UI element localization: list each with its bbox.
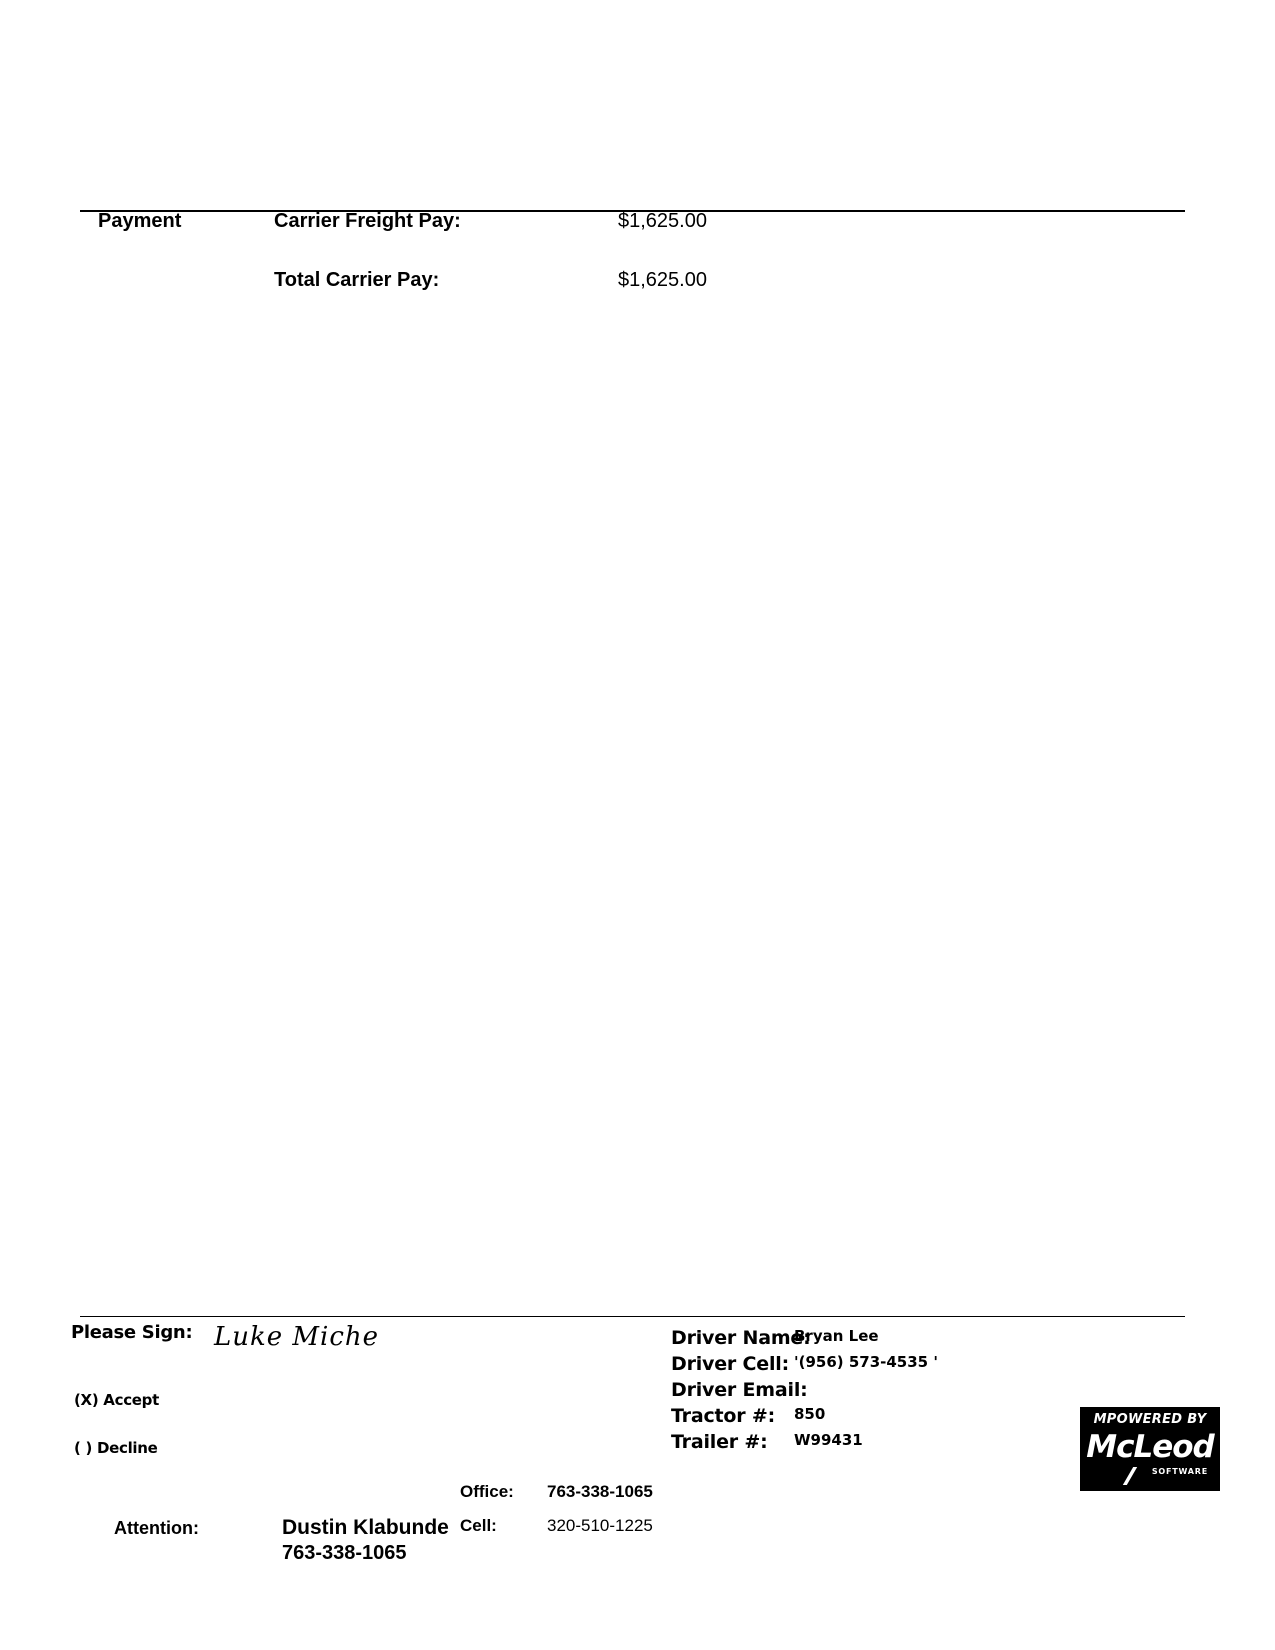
attention-name: Dustin Klabunde bbox=[282, 1516, 449, 1539]
logo-top-text: MPOWERED BY bbox=[1093, 1412, 1207, 1427]
accept-option: (X) Accept bbox=[74, 1391, 159, 1409]
attention-label: Attention: bbox=[114, 1518, 199, 1538]
please-sign-label: Please Sign: bbox=[71, 1322, 193, 1343]
cell-phone-value: 320-510-1225 bbox=[547, 1516, 653, 1535]
office-phone-value: 763-338-1065 bbox=[547, 1482, 653, 1501]
logo-slash-mark bbox=[1123, 1467, 1137, 1485]
tractor-number-label: Tractor #: bbox=[671, 1405, 775, 1427]
signature-top-rule bbox=[80, 1316, 1185, 1317]
driver-name-label: Driver Name: bbox=[671, 1327, 811, 1349]
driver-cell-label: Driver Cell: bbox=[671, 1353, 789, 1375]
payment-section-label: Payment bbox=[98, 210, 182, 232]
logo-brand-text: McLeod bbox=[1086, 1429, 1214, 1465]
driver-cell-value: '(956) 573-4535 ' bbox=[794, 1353, 938, 1371]
decline-option: ( ) Decline bbox=[74, 1439, 158, 1457]
mcleod-software-logo bbox=[1080, 1407, 1220, 1491]
total-carrier-pay-label: Total Carrier Pay: bbox=[274, 269, 440, 291]
trailer-number-label: Trailer #: bbox=[671, 1431, 768, 1453]
driver-name-value: Bryan Lee bbox=[794, 1327, 879, 1345]
carrier-freight-pay-value: $1,625.00 bbox=[618, 210, 707, 232]
office-label: Office: bbox=[460, 1482, 514, 1501]
signature: Luke Miche bbox=[214, 1322, 380, 1352]
cell-label: Cell: bbox=[460, 1516, 497, 1535]
driver-email-label: Driver Email: bbox=[671, 1379, 808, 1401]
total-carrier-pay-value: $1,625.00 bbox=[618, 269, 707, 291]
attention-phone: 763-338-1065 bbox=[282, 1542, 407, 1564]
trailer-number-value: W99431 bbox=[794, 1431, 863, 1449]
carrier-freight-pay-label: Carrier Freight Pay: bbox=[274, 210, 461, 232]
logo-sub-text: SOFTWARE bbox=[1151, 1467, 1208, 1476]
tractor-number-value: 850 bbox=[794, 1405, 826, 1423]
